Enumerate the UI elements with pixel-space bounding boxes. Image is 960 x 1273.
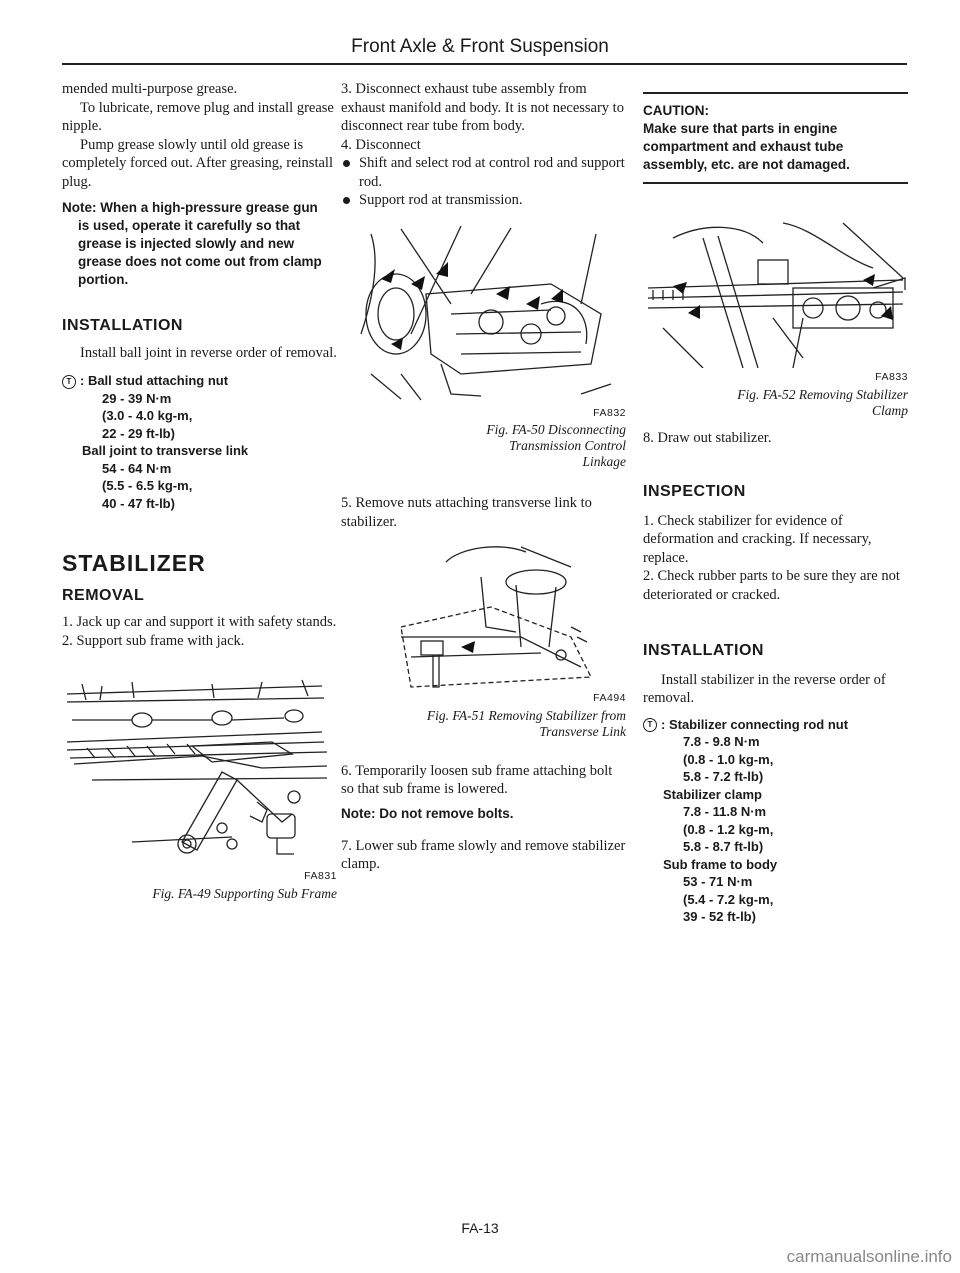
t3-label: Sub frame to body [663, 856, 778, 872]
t1-ftlb: 5.8 - 7.2 ft-lb) [683, 769, 764, 784]
bullet-support-rod: Support rod at transmission. [341, 191, 626, 210]
torque2-label: Ball joint to transverse link [82, 443, 249, 458]
stabilizer-section-title: STABILIZER [62, 550, 206, 576]
note-label: Note: [62, 200, 97, 215]
t2-ftlb: 5.8 - 8.7 ft-lb) [683, 839, 764, 854]
do-not-remove-bolts-note: Note: Do not remove bolts. [341, 805, 514, 821]
page-header-title: Front Axle & Front Suspension [351, 36, 609, 57]
fig-fa51-caption-line2: Transverse Link [539, 723, 626, 739]
t2-nm: 7.8 - 11.8 N·m [683, 804, 767, 819]
transmission-linkage-illustration [341, 224, 626, 404]
page-number: FA-13 [461, 1220, 499, 1236]
t2-kgm: (0.8 - 1.2 kg-m, [683, 821, 774, 837]
column-left [62, 80, 337, 902]
removal-step-1: 1. Jack up car and support it with safety stands. [62, 614, 337, 630]
header-rule [62, 63, 907, 65]
stabilizer-torque-spec [643, 716, 908, 926]
stabilizer-installation-text: Install stabilizer in the reverse order of removal. [643, 671, 886, 706]
inspection-step-2: 2. Check rubber parts to be sure they are not deteriorated or cracked. [643, 568, 900, 603]
t3-kgm: (5.4 - 7.2 kg-m, [683, 891, 774, 907]
t1-label: : Stabilizer connecting rod nut [661, 716, 849, 732]
inspection-heading: INSPECTION [643, 483, 746, 500]
bullet-shift-select-rod: Shift and select rod at control rod and support rod. [341, 154, 626, 191]
torque-wrench-icon: T [643, 718, 657, 732]
column-middle [341, 80, 626, 874]
t2-label: Stabilizer clamp [663, 786, 762, 802]
torque-wrench-icon: T [62, 375, 76, 389]
fig-fa50-caption-line1: Fig. FA-50 Disconnecting [486, 422, 626, 437]
installation-text: Install ball joint in reverse order of removal. [80, 344, 337, 361]
fig-fa52-caption-line2: Clamp [871, 402, 908, 418]
torque1-kgm: (3.0 - 4.0 kg-m, [102, 408, 193, 423]
fig-fa49-code: FA831 [304, 870, 337, 882]
pump-grease-text: Pump grease slowly until old grease is completely forced out. After greasing, reinstall plug. [62, 136, 333, 190]
t3-nm: 53 - 71 N·m [683, 874, 753, 889]
watermark: carmanualsonline.info [786, 1247, 952, 1266]
torque1-nm: 29 - 39 N·m [102, 390, 172, 406]
stabilizer-transverse-link-illustration [341, 537, 626, 689]
figure-fa51 [341, 537, 626, 740]
column-right [643, 80, 908, 926]
removal-step-6: 6. Temporarily loosen sub frame attaching bolt so that sub frame is lowered. [341, 762, 613, 797]
torque1-ftlb: 22 - 29 ft-lb) [102, 425, 175, 441]
lubricate-text: To lubricate, remove plug and install grease nipple. [62, 99, 334, 134]
note-rest: is used, operate it carefully so that grease is injected slowly and new grease does not come out from clamp portion. [78, 218, 322, 287]
note-line1: When a high-pressure grease gun [100, 200, 318, 215]
figure-fa52 [643, 218, 908, 419]
torque1-label: : Ball stud attaching nut [80, 373, 229, 388]
sub-frame-jack-illustration [62, 672, 337, 867]
fig-fa51-caption-line1: Fig. FA-51 Removing Stabilizer from [426, 707, 626, 723]
torque2-ftlb: 40 - 47 ft-lb) [102, 495, 175, 511]
fig-fa50-code: FA832 [593, 406, 626, 419]
caution-text: Make sure that parts in engine compartment and exhaust tube assembly, etc. are not damaged. [643, 121, 850, 172]
fig-fa52-caption-line1: Fig. FA-52 Removing Stabilizer [737, 386, 908, 402]
t3-ftlb: 39 - 52 ft-lb) [683, 909, 756, 924]
fig-fa49-caption: Fig. FA-49 Supporting Sub Frame [152, 885, 337, 901]
figure-fa49 [62, 672, 337, 902]
removal-step-4: 4. Disconnect [341, 136, 421, 153]
grease-gun-note [62, 199, 337, 289]
fig-fa51-code: FA494 [593, 692, 626, 704]
stabilizer-installation-heading: INSTALLATION [643, 642, 764, 659]
ball-joint-torque-spec [62, 372, 337, 512]
caution-label: CAUTION: [643, 103, 709, 118]
removal-step-8: 8. Draw out stabilizer. [643, 429, 772, 446]
removal-step-2: 2. Support sub frame with jack. [62, 632, 245, 649]
fig-fa52-code: FA833 [875, 371, 908, 383]
fig-fa50-caption-line3: Linkage [582, 454, 626, 469]
removal-step-7: 7. Lower sub frame slowly and remove stabilizer clamp. [341, 837, 626, 872]
removal-step-3: 3. Disconnect exhaust tube assembly from exhaust manifold and body. It is not necessary to disconnect rear tube from body. [341, 81, 624, 134]
stabilizer-clamp-illustration [643, 218, 908, 368]
installation-heading: INSTALLATION [62, 317, 183, 334]
removal-step-5: 5. Remove nuts attaching transverse link to stabilizer. [341, 495, 592, 530]
t1-nm: 7.8 - 9.8 N·m [683, 734, 760, 749]
inspection-step-1: 1. Check stabilizer for evidence of deformation and cracking. If necessary, replace. [643, 512, 872, 566]
figure-fa50 [341, 224, 626, 471]
intro-text: mended multi-purpose grease. [62, 81, 238, 97]
torque2-kgm: (5.5 - 6.5 kg-m, [102, 478, 193, 493]
fig-fa50-caption-line2: Transmission Control [509, 438, 626, 453]
torque2-nm: 54 - 64 N·m [102, 460, 172, 476]
t1-kgm: (0.8 - 1.0 kg-m, [683, 751, 774, 767]
removal-heading: REMOVAL [62, 586, 145, 604]
